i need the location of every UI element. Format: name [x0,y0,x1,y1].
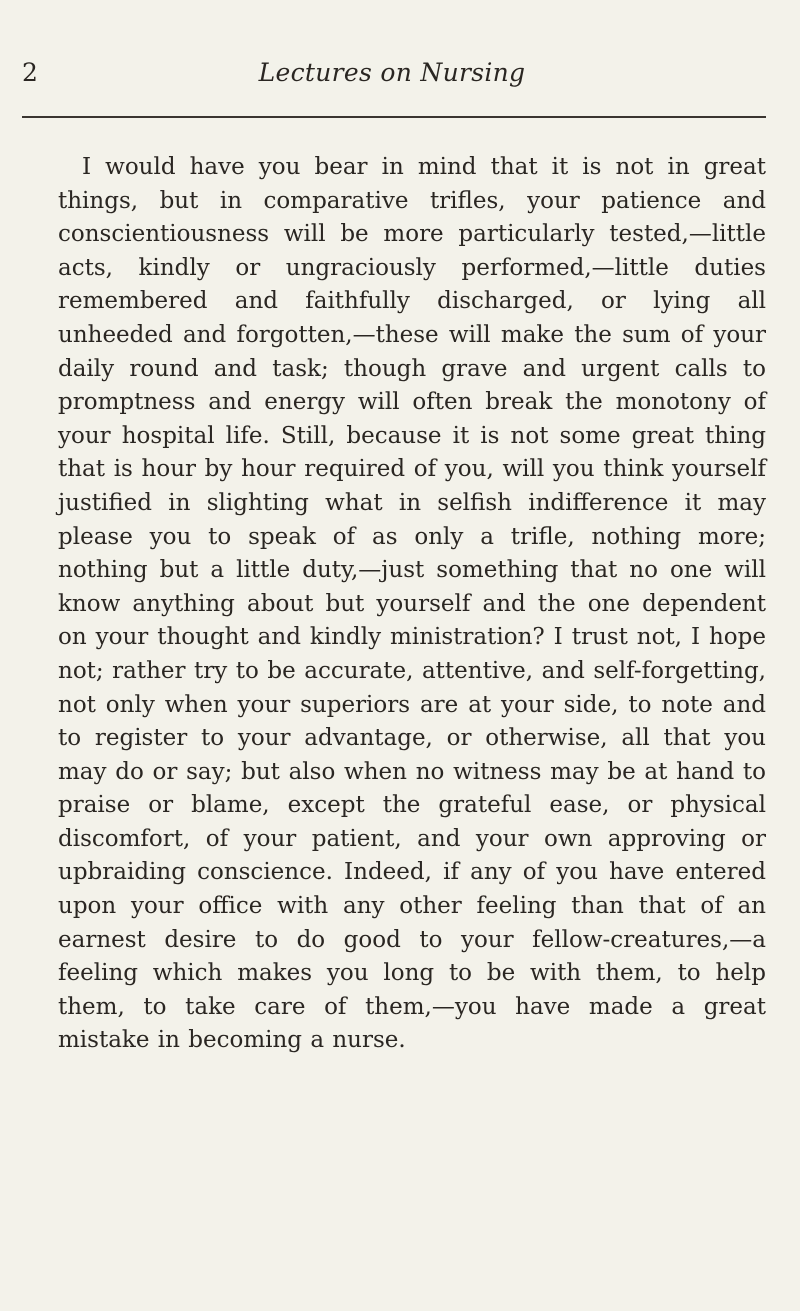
header-rule [22,116,766,118]
body-paragraph: I would have you bear in mind that it is not in great things, but in comparative trifles, your patience and conscientiousness will be more particularly tested,—little acts, kindly or ungraciously performed,—little duties remembered and faithfully discharged, or lying all unheeded and forgotten,—these will make the sum of your daily round and task; though grave and urgent calls to promptness and energy will often break the monotony of your hospital life. Still, because it is not some great thing that is hour by hour required of you, will you think yourself justified in slighting what in selfish indifference it may please you to speak of as only a trifle, nothing more; nothing but a little duty,—just something that no one will know anything about but yourself and the one dependent on your thought and kindly ministration? I trust not, I hope not; rather try to be accurate, attentive, and self-forgetting, not only when your superiors are at your side, to note and to register to your advantage, or otherwise, all that you may do or say; but also when no witness may be at hand to praise or blame, except the grateful ease, or physical discomfort, of your patient, and your own approving or upbraiding conscience. Indeed, if any of you have entered upon your office with any other feeling than that of an earnest desire to do good to your fellow-creatures,—a feeling which makes you long to be with them, to help them, to take care of them,—you have made a great mistake in becoming a nurse. [58,154,766,1054]
page-header [22,52,762,92]
running-title: Lectures on Nursing [258,58,526,87]
page-number: 2 [22,58,38,87]
